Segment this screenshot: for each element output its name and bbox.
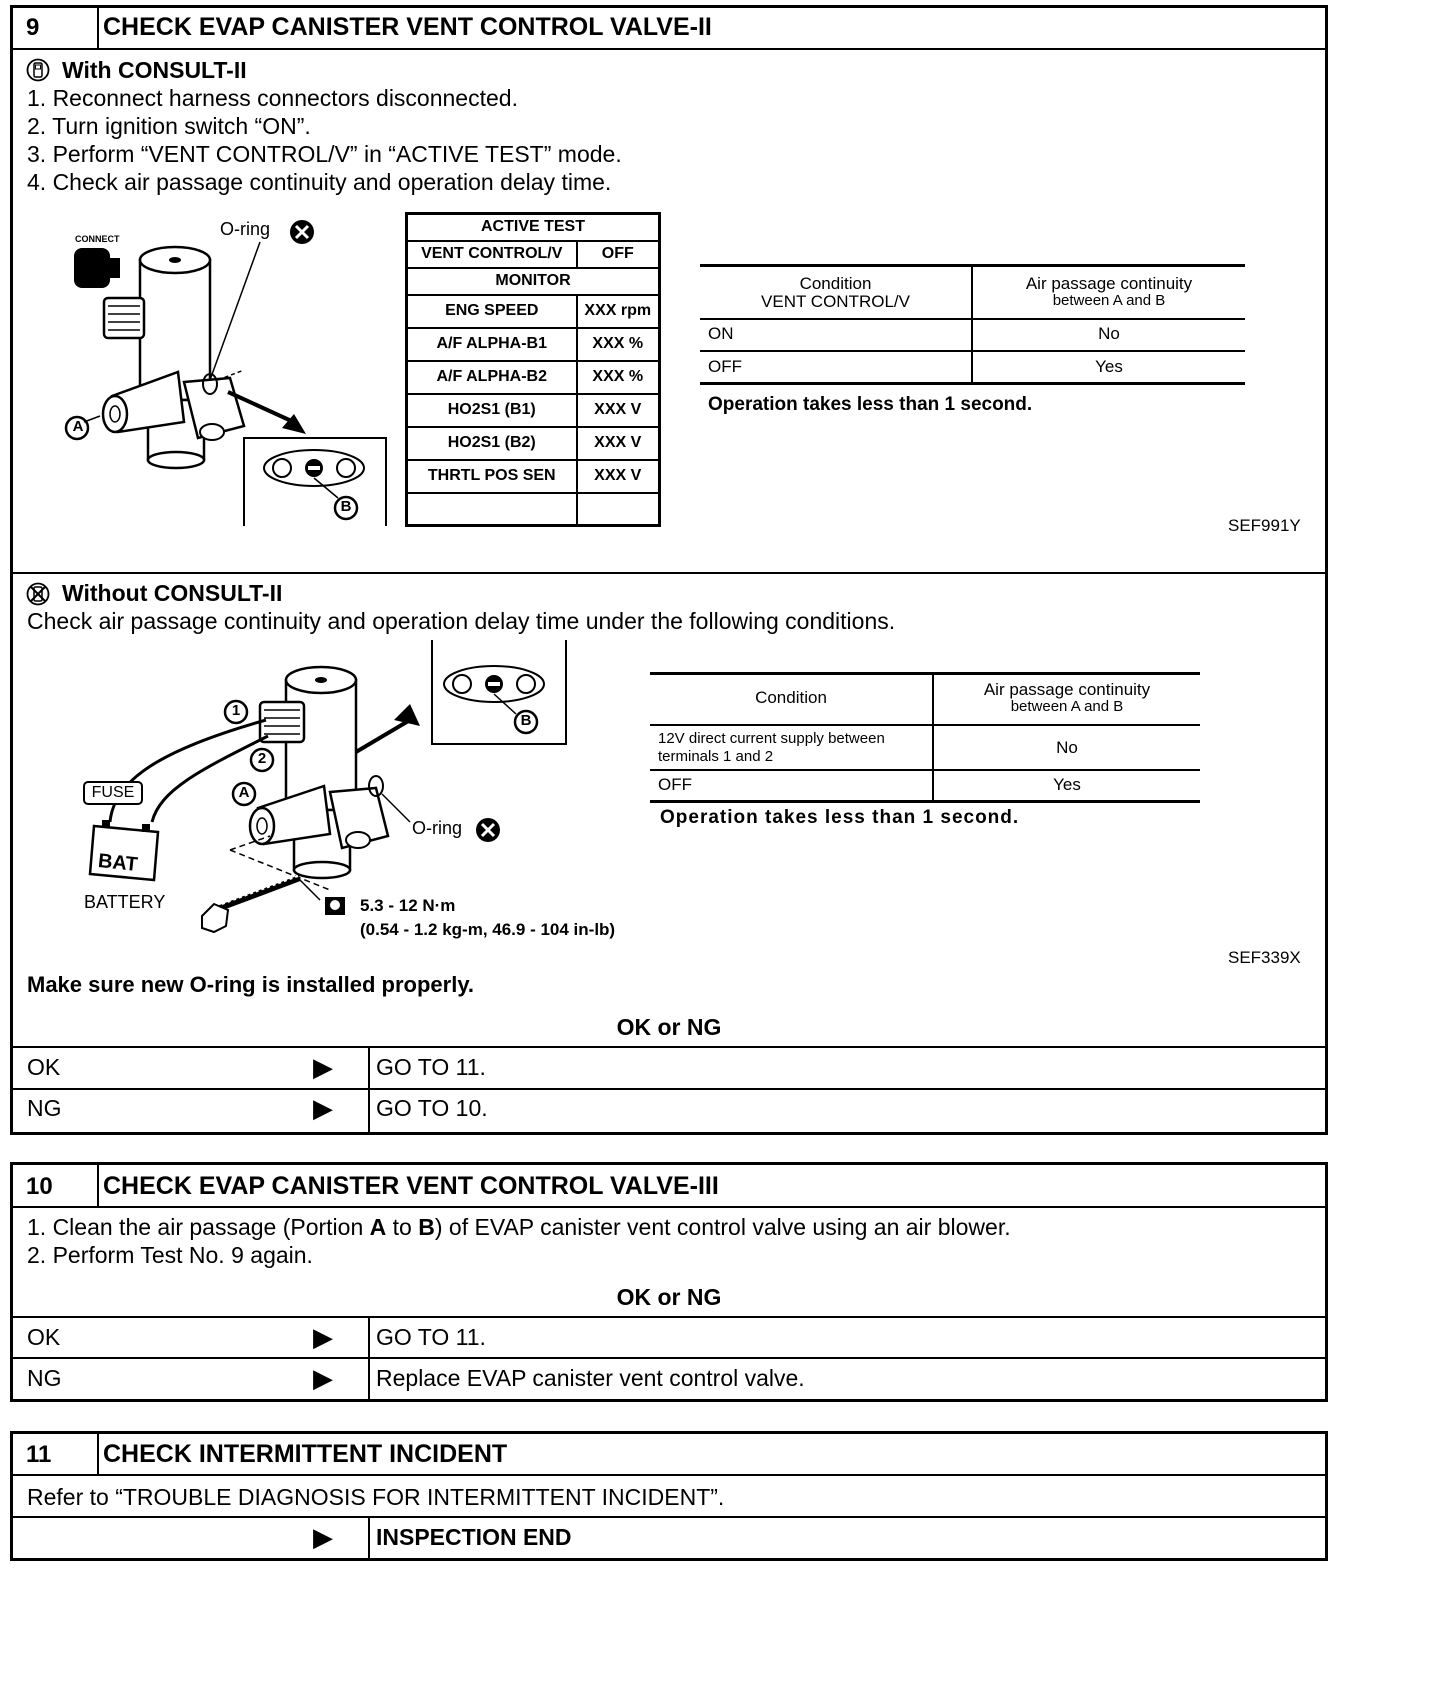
figure-code: SEF339X	[1228, 948, 1301, 967]
result-action: GO TO 11.	[376, 1054, 486, 1080]
step-title: CHECK INTERMITTENT INCIDENT	[103, 1440, 508, 1468]
table-header-condition-sub: VENT CONTROL/V	[761, 292, 910, 311]
table-condition-cell: ON	[708, 324, 734, 343]
instruction-line: 4. Check air passage continuity and operation delay time.	[27, 169, 612, 195]
terminal-2-label: 2	[257, 750, 267, 767]
result-status: NG	[27, 1365, 62, 1391]
instruction-line: Refer to “TROUBLE DIAGNOSIS FOR INTERMITTENT INCIDENT”.	[27, 1484, 725, 1510]
operation-note: Operation takes less than 1 second.	[660, 807, 1020, 828]
monitor-name: ENG SPEED	[407, 295, 577, 328]
instruction-line: 3. Perform “VENT CONTROL/V” in “ACTIVE TEST” mode.	[27, 141, 622, 167]
consult-icon	[26, 58, 50, 82]
monitor-name: A/F ALPHA-B1	[407, 328, 577, 361]
step-number: 10	[26, 1173, 53, 1200]
monitor-value: XXX V	[577, 427, 660, 460]
table-header-continuity-sub: between A and B	[1010, 698, 1124, 715]
table-result-cell: Yes	[1095, 357, 1123, 376]
monitor-name: HO2S1 (B2)	[407, 427, 577, 460]
arrow-icon: ▶	[313, 1052, 333, 1082]
monitor-value: XXX V	[577, 394, 660, 427]
oring-label: O-ring	[220, 219, 271, 239]
ok-ng-label: OK or NG	[616, 1014, 722, 1040]
oring-label: O-ring	[412, 818, 463, 838]
torque-spec: 5.3 - 12 N·m	[360, 896, 456, 915]
table-result-cell: No	[1056, 738, 1078, 757]
table-header-condition: Condition	[755, 688, 827, 707]
table-condition-cell: 12V direct current supply between	[658, 730, 885, 747]
result-status: OK	[27, 1054, 61, 1080]
operation-note: Operation takes less than 1 second.	[708, 394, 1033, 415]
table-header-continuity-sub: between A and B	[1052, 292, 1166, 309]
arrow-icon: ▶	[313, 1363, 333, 1393]
monitor-value: XXX %	[577, 361, 660, 394]
active-test-item-value: OFF	[577, 241, 660, 268]
step-title: CHECK EVAP CANISTER VENT CONTROL VALVE-II	[103, 13, 712, 41]
battery-label: BATTERY	[84, 892, 166, 912]
torque-spec-alt: (0.54 - 1.2 kg-m, 46.9 - 104 in-lb)	[360, 920, 616, 939]
arrow-icon: ▶	[313, 1093, 333, 1123]
monitor-title: MONITOR	[407, 268, 660, 295]
connect-label: CONNECT	[75, 234, 120, 244]
without-consult-heading: Without CONSULT-II	[62, 580, 283, 606]
table-result-cell: No	[1098, 324, 1120, 343]
figure-code: SEF991Y	[1228, 516, 1301, 535]
result-action: GO TO 10.	[376, 1095, 488, 1121]
monitor-value: XXX V	[577, 460, 660, 493]
monitor-name: A/F ALPHA-B2	[407, 361, 577, 394]
terminal-1-label: 1	[231, 702, 241, 719]
without-consult-intro: Check air passage continuity and operation delay time under the following conditions.	[27, 608, 896, 634]
no-consult-icon	[26, 582, 50, 606]
instruction-line: 2. Turn ignition switch “ON”.	[27, 113, 311, 139]
result-action: Replace EVAP canister vent control valve.	[376, 1365, 805, 1391]
instruction-line: 2. Perform Test No. 9 again.	[27, 1242, 313, 1268]
monitor-value	[577, 493, 660, 526]
monitor-name	[407, 493, 577, 526]
table-condition-cell: OFF	[658, 775, 692, 794]
valve-diagram-consult	[60, 210, 400, 530]
table-condition-cell-cont: terminals 1 and 2	[658, 748, 774, 765]
step-number: 9	[26, 14, 40, 41]
ok-ng-label: OK or NG	[616, 1284, 722, 1310]
step-title: CHECK EVAP CANISTER VENT CONTROL VALVE-III	[103, 1172, 719, 1200]
label-a: A	[72, 418, 84, 435]
instruction-line: 1. Clean the air passage (Portion A to B) of EVAP canister vent control valve using an air blower.	[27, 1214, 1011, 1240]
result-action: INSPECTION END	[376, 1524, 572, 1550]
monitor-name: THRTL POS SEN	[407, 460, 577, 493]
active-test-item: VENT CONTROL/V	[407, 241, 577, 268]
instruction-line: 1. Reconnect harness connectors disconnected.	[27, 85, 518, 111]
monitor-value: XXX rpm	[577, 295, 660, 328]
label-b: B	[340, 498, 352, 515]
table-header-continuity: Air passage continuity	[1025, 274, 1193, 293]
with-consult-heading: With CONSULT-II	[62, 57, 247, 83]
table-result-cell: Yes	[1053, 775, 1081, 794]
label-b: B	[520, 712, 532, 729]
result-status: OK	[27, 1324, 61, 1350]
active-test-title: ACTIVE TEST	[407, 214, 660, 241]
result-action: GO TO 11.	[376, 1324, 486, 1350]
result-status: NG	[27, 1095, 62, 1121]
table-header-continuity: Air passage continuity	[983, 680, 1151, 699]
oring-note: Make sure new O-ring is installed properly.	[27, 972, 475, 997]
table-header-condition: Condition	[799, 274, 872, 293]
fuse-label: FUSE	[91, 784, 135, 801]
label-a: A	[238, 784, 250, 801]
monitor-name: HO2S1 (B1)	[407, 394, 577, 427]
arrow-icon: ▶	[313, 1522, 333, 1552]
table-condition-cell: OFF	[708, 357, 742, 376]
bat-label: BAT	[97, 849, 139, 877]
monitor-value: XXX %	[577, 328, 660, 361]
step-number: 11	[26, 1441, 52, 1468]
arrow-icon: ▶	[313, 1322, 333, 1352]
active-test-table	[405, 212, 661, 527]
